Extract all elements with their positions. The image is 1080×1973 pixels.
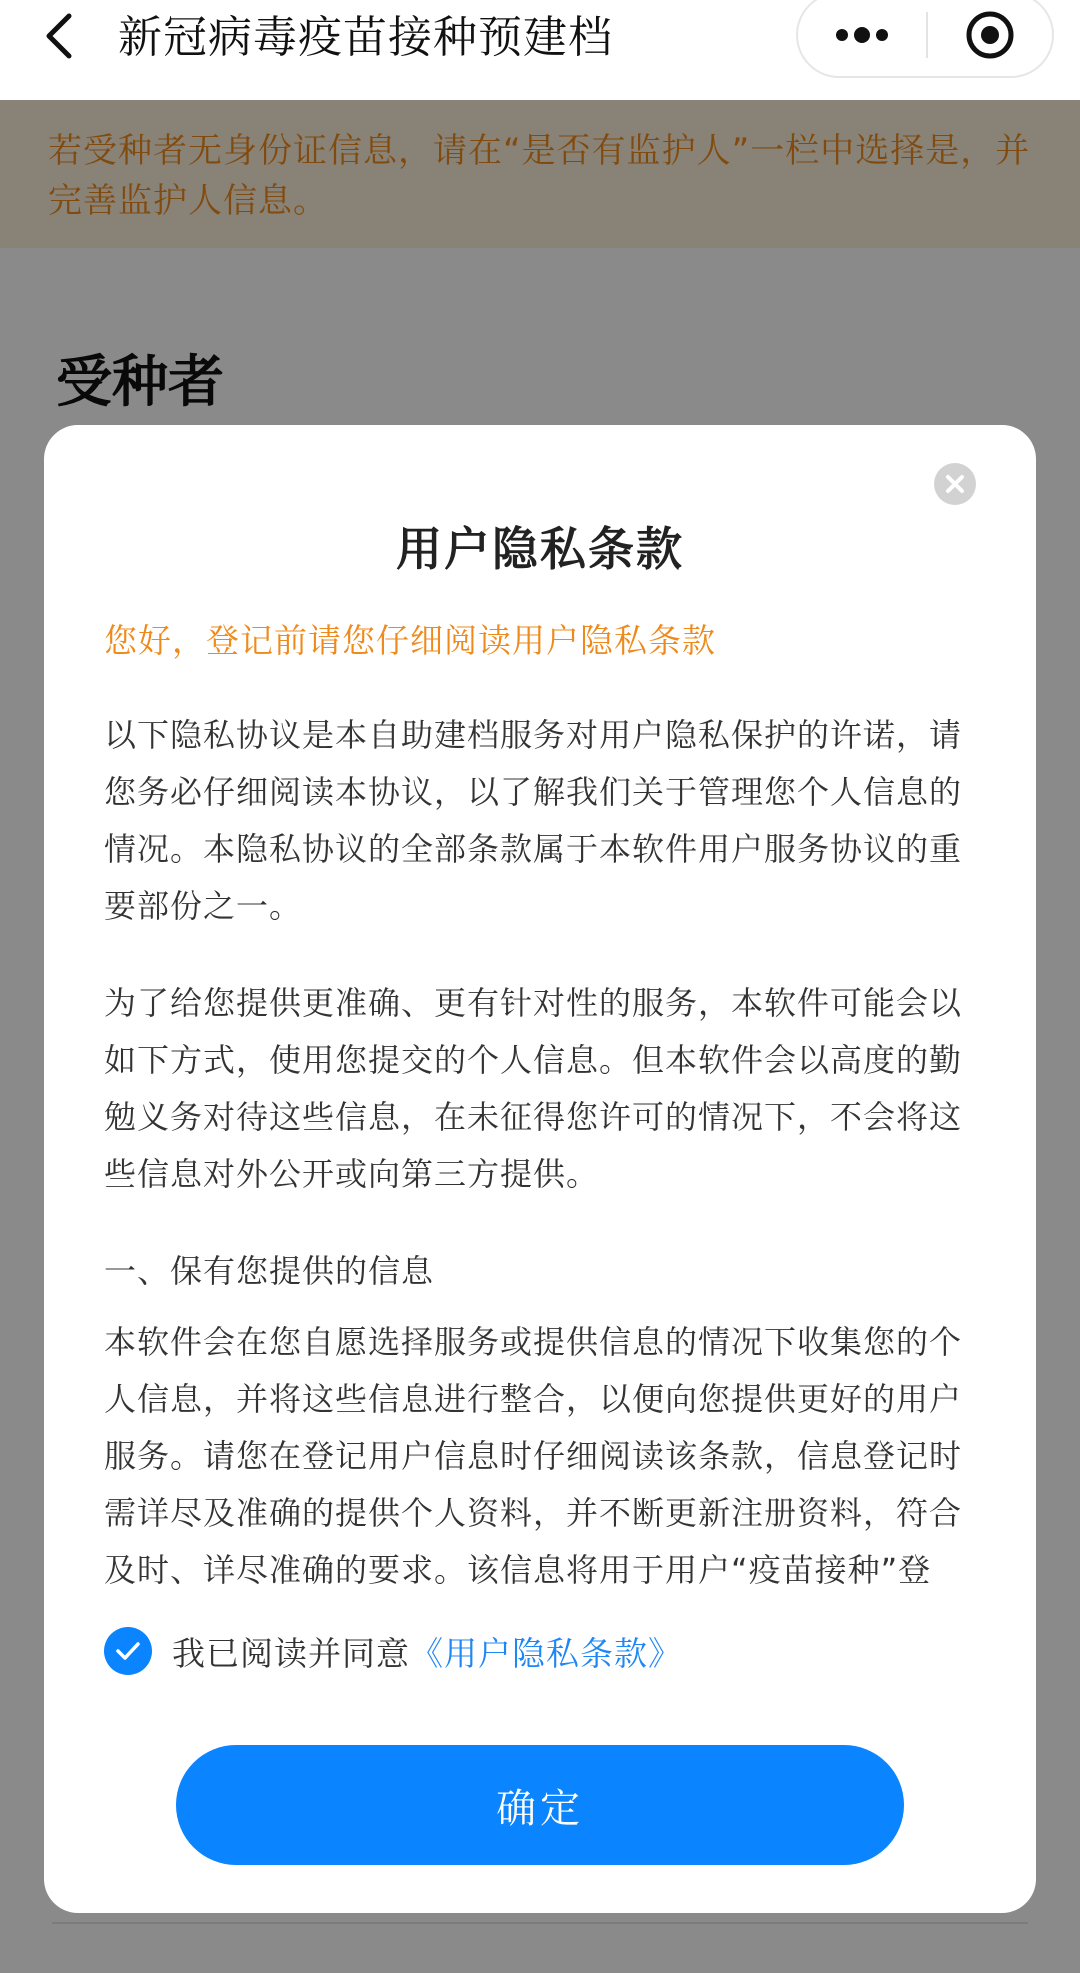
terms-paragraph: 本软件会在您自愿选择服务或提供信息的情况下收集您的个人信息，并将这些信息进行整合，以便向您提供更好的用户服务。请您在登记用户信息时仔细阅读该条款，信息登记时需详尽及准确的提供个人资料，并不断更新注册资料，符合及时、详尽准确的要求。该信息将用于用户“疫苗接种”登 [104, 1323, 963, 1589]
section-title: 受种者 [56, 350, 224, 415]
modal-subtitle: 您好，登记前请您仔细阅读用户隐私条款 [104, 621, 716, 660]
more-button[interactable] [798, 0, 926, 76]
confirm-button[interactable]: 确定 [176, 1745, 904, 1865]
notice-text: 若受种者无身份证信息，请在“是否有监护人”一栏中选择是，并完善监护人信息。 [48, 131, 1031, 221]
terms-paragraph: 为了给您提供更准确、更有针对性的服务，本软件可能会以如下方式，使用您提交的个人信息。但本软件会以高度的勤勉义务对待这些信息，在未征得您许可的情况下，不会将这些信息对外公开或向第三方提供。 [104, 984, 963, 1193]
mini-program-capsule [796, 0, 1054, 78]
back-button[interactable] [36, 8, 80, 64]
agree-checkbox[interactable] [104, 1627, 152, 1675]
terms-scroll-area[interactable] [104, 707, 978, 1710]
privacy-modal [44, 425, 1036, 1913]
agreement-row[interactable] [104, 1623, 682, 1679]
privacy-terms-link[interactable]: 《用户隐私条款》 [410, 1633, 682, 1673]
terms-paragraph: 以下隐私协议是本自助建档服务对用户隐私保护的许诺，请您务必仔细阅读本协议，以了解我们关于管理您个人信息的情况。本隐私协议的全部条款属于本软件用户服务协议的重要部份之一。 [104, 716, 963, 925]
terms-section-heading: 一、保有您提供的信息 [104, 1252, 435, 1290]
exit-mini-program-button[interactable] [928, 0, 1052, 76]
chevron-left-icon [43, 12, 73, 60]
modal-close-button[interactable] [934, 463, 976, 505]
more-dots-icon [834, 27, 890, 43]
close-icon [944, 473, 966, 495]
agree-text: 我已阅读并同意 [172, 1633, 410, 1673]
check-icon [115, 1641, 141, 1661]
target-circle-icon [964, 9, 1016, 61]
modal-title: 用户隐私条款 [396, 522, 684, 576]
nav-bar [0, 0, 1080, 100]
page-title: 新冠病毒疫苗接种预建档 [118, 12, 613, 63]
